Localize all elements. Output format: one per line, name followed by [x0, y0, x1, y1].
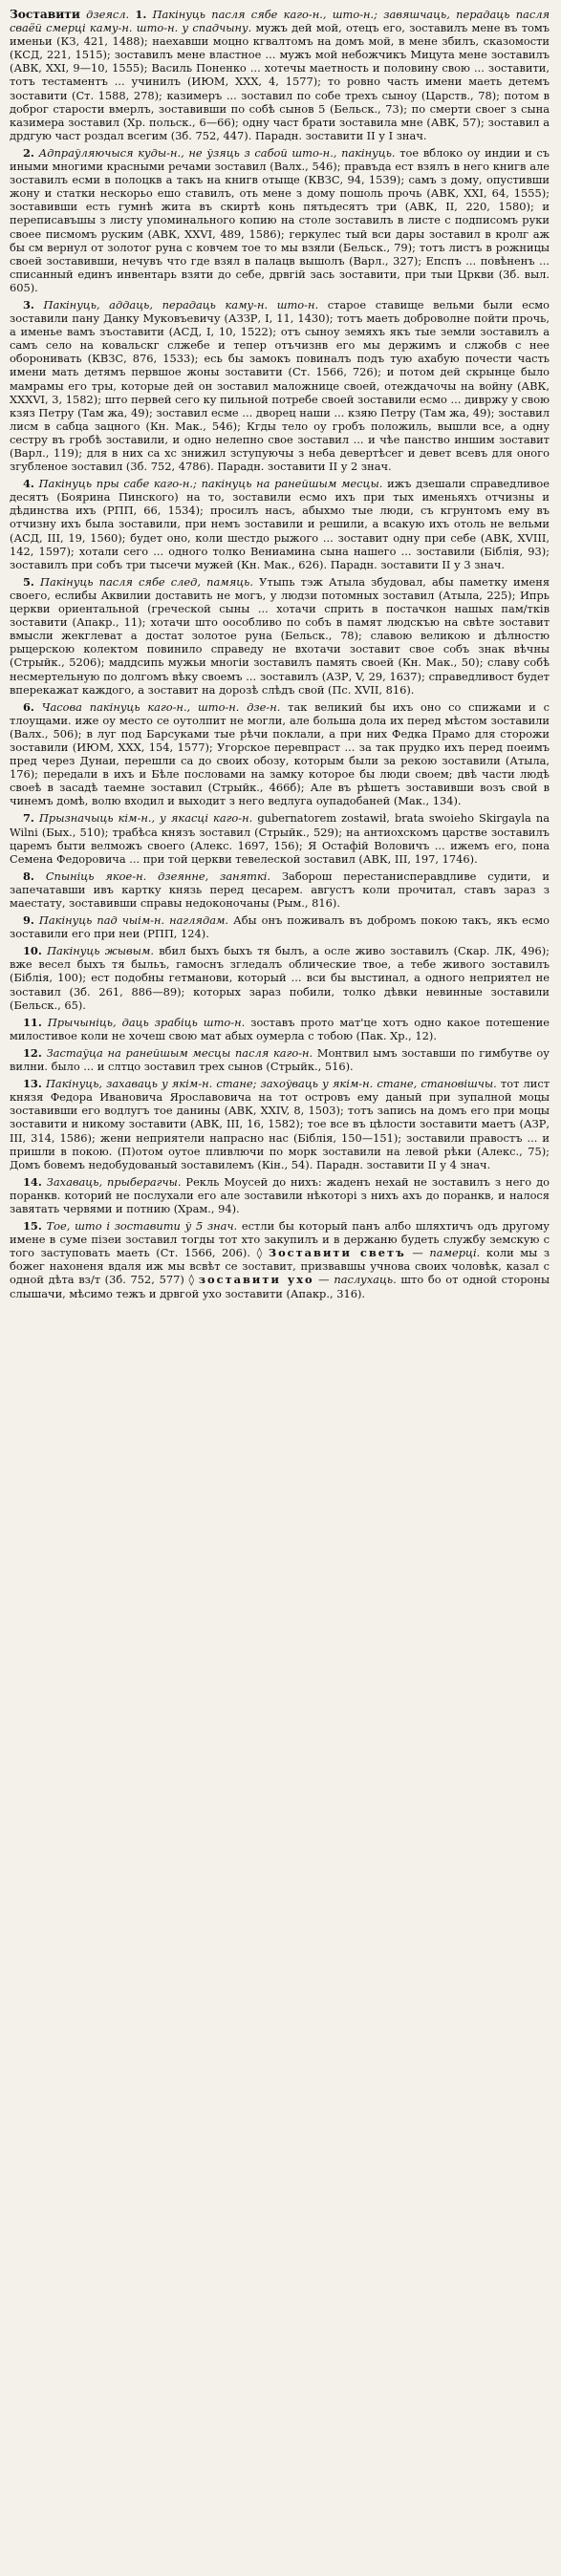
sense-definition: Пакінуць пад чыім-н. наглядам. — [38, 913, 229, 928]
sense-definition: Захаваць, прыберагчы. — [46, 1174, 182, 1189]
subentry-citations: коли мы з божег нахоненя вдаля иж мы всвѣт се зоставит, призвавшы учнова своих чоловѣк, казал с одной дѣта вз/т (3б. 752, 577) — [10, 1246, 550, 1287]
sense-citations: gubernatorem zostawił, brata swoieho Skirgayla na Wilni (Бых., 510); трабѣса князъ зоставил (Стрыйк., 529); на антиохскомъ царстве зоставилъ царемъ быти велможъ своего (Алекс. 1697, 156); Я Остафій Воловичъ ... ижемъ его, пона Семена Федоровича ... при той церкви тевелеской зоставил (АВК, III, 197, 1746). — [10, 811, 550, 866]
grammar-label: дзеясл. — [86, 8, 130, 21]
headword: Зоставити — [10, 8, 80, 21]
sense-definition: Пакінуць пасля сябе след, памяць. — [40, 574, 254, 589]
sense-definition: Прычыніць, даць зрабіць што-н. — [47, 1015, 246, 1029]
sense-number: 10. — [23, 944, 42, 958]
sense-number: 3. — [23, 297, 34, 311]
subentry-definition-2: паслухаць. — [334, 1273, 397, 1287]
sense-citations: тое вблоко оу индии и съ иными многими красными речами зоставил (Валх., 546); правъда ест взялъ в него книгв але зоставилъ есми в полоцкв а такъ на книгв отыще (КВЗС, 94, 1539); самъ з дому, опустивши жону и статки нескорьо ешо ставилъ, оть мене з дому пошоль прочь (АВК, XXI, 64, 1555); зоставивши есть гумнѣ жита въ скиртѣ конь пятьдесятъ три (АВК, II, 220, 1580); и переписавъшы з листу упоминального копию на столе зоставилъ в листе с подписомъ руки своее писмомъ руским (АВК, XXVI, 489, 1586); геркулес тый вси дары зоставил в кролг аж бы см вернул от золотог руна с ковчем тое то мы взяли (Бельск., 79); тотъ листъ в рожницы своей зоставивши, нечувъ что где взял в палацв вышолъ (Варл., 327); Епспъ ... повѣненъ ... списанный единъ инвентарь взяти до себе, дрвгій зась зоставити, при тыи Цркви (3б. выл. 605). — [10, 145, 550, 294]
sense-7 — [10, 811, 550, 865]
sense-3 — [10, 298, 550, 473]
sense-definition: Пакінуць пасля сябе каго-н., што-н.; завяшчаць, перадаць пасля сваёй смерці каму-н. што-н. у спадчыну. — [10, 8, 550, 35]
entry-head — [10, 8, 550, 142]
sense-citations: мужъ дей мой, отецъ его, зоставилъ мене въ томъ именьи (КЗ, 421, 1488); наехавши моцно кгвалтомъ на домъ мой, в мене збилъ, сказомости (КСД, 221, 1515); зоставилъ мене властное ... мужъ мой небожчикъ Мицута мене зоставилъ (АВК, XXI, 9—10, 1555); Василь Поненко ... хотечы маетность и половину свою ... зоставити, тотъ тестаментъ ... учинилъ (ИЮМ, XXX, 4, 1577); то ровно часть имени маеть детемъ зоставити (Ст. 1588, 278); казимеръ ... зоставил по собе трехъ сыноу (Царств., 78); потом в доброг старости вмерлъ, зоставивши по собѣ сынов 5 (Бельск., 73); по смерти своег з сына казимера зоставил (Хр. польск., 6—66); одну част брати зоставила мне (АВК, 57); зоставил а дрдгую част роздал всегим (3б. 752, 447). Парадн. зоставити II у I знач. — [10, 21, 550, 142]
sense-citations: старое ставище вельми были есмо зоставили пану Данку Муковъевичу (АЗЗР, I, 11, 1430); тотъ маеть доброволне пойти прочь, а именье вамъ зъоставити (АСД, I, 10, 1522); отъ сыноу земяхъ якъ тые земли зоставилъ а самъ село на ковальскг слжебе и тепер отъчизнв его мы держимъ и слжобв с нее оборонивать (КВЗС, 876, 1533); есь бы замокъ повиналъ подъ тую ахабую почести часть имени мать детямъ первшое жоны зоставити (Ст. 1566, 726); и потом дей скрынце было мамрамы его тры, которые дей он зоставил маложнице своей, отеждачочы на войну (АВК, XXXVI, 3, 1582); што первей сего ку пильной потребе своей зоставили есмо ... дивржу у свою кзяз Петру (Там жа, 49); зоставил есме ... дворец наши ... кзяю Петру (Там жа, 49); зоставил лисм в сабца зацного (Кн. Мак., 546); Кгды тело оу гробъ положиль, вышли все, а одну сестру въ гробѣ зоставили, и одно нелепно свое зоставил ... и чѣе панство иншим зоставит (Варл., 119); для в них са хс знижил зступуючы з неба девертѣсег и девет всевъ для оного згубленое зоставил (3б. 752, 4786). Парадн. зоставити II у 2 знач. — [10, 297, 550, 474]
sense-number: 2. — [23, 145, 34, 160]
subentry-separator: ◊ — [188, 1273, 195, 1287]
sense-number: 11. — [23, 1015, 42, 1029]
subentry-phrase: Зоставити светъ — [268, 1246, 406, 1260]
sense-6 — [10, 700, 550, 808]
sense-number: 13. — [23, 1077, 42, 1091]
sense-definition: Пакінуць жывым. — [47, 944, 154, 958]
sense-citations: Рекль Моусей до нихъ: жаденъ нехай не зоставилъ з него до поранкв. которий не послухали его але зоставили нѣкоторі з нихъ ахъ до поранкв, и налося завятать червями и потнию (Храм., 94). — [10, 1174, 550, 1215]
sense-number: 14. — [23, 1174, 42, 1189]
sense-10 — [10, 944, 550, 1011]
sense-definition: Пакінуць, аддаць, перадаць каму-н. што-н. — [43, 297, 319, 311]
sense-definition: Часова пакінуць каго-н., што-н. дзе-н. — [41, 699, 281, 714]
sense-citations: Монтвил ымъ зоставши по гимбутве оу вилни. было ... и слтцо зоставил трех сынов (Стрыйк., 516). — [10, 1045, 550, 1074]
sense-number: 5. — [23, 574, 34, 589]
sense-definition: Спыніць якое-н. дзеянне, заняткі. — [45, 869, 271, 883]
sense-citations: зоставъ прото мат'це хотъ одно какое потешение милостивое коли не хочеш свою мат абых оумерла с тобою (Пак. Хр., 12). — [10, 1015, 550, 1042]
sense-definition: Застаўца на ранейшым месцы пасля каго-н. — [46, 1045, 313, 1060]
sense-definition: Пакінуць, захаваць у якім-н. стане; захоўваць у якім-н. стане, становішчы. — [45, 1077, 497, 1091]
sense-citations: Заборош перестанисперавдливе судити, и запечатавши ивъ картку князь перед цесарем. августъ коли прочитал, ставъ зараз з маестату, зоставивши справы недоконочаны (Рым., 816). — [10, 869, 550, 910]
sense-citations: естли бы который панъ албо шляхтичъ одъ другому имене в суме пізеи зоставил тогды тот хто закупилъ и в держаню будеть службу земскую с того заступовать маеть (Ст. 1566, 206). — [10, 1219, 550, 1260]
sense-4 — [10, 477, 550, 571]
sense-definition: Пакінуць пры сабе каго-н.; пакінуць на ранейшым месцы. — [38, 477, 383, 491]
sense-number: 1. — [135, 8, 147, 21]
sense-citations: Абы онъ поживалъ въ добромъ покою такъ, якъ есмо зоставили его при неи (РПП, 124). — [10, 913, 550, 941]
sense-11 — [10, 1016, 550, 1042]
subentry-phrase-2: зоставити ухо — [198, 1273, 314, 1287]
sense-15 — [10, 1219, 550, 1300]
sense-number: 15. — [23, 1219, 42, 1234]
sense-citations: Утыпь тэж Атыла збудовал, абы паметку именя своего, еслибы Аквилии доставить не могъ, у людзи потомных зоставил (Атыла, 225); Ипрь церкви ориентальной (греческой сыны ... хотачи сприть в постачкон нашых пам/тків зоставити (Апакр., 11); хотачи што оособливо по собъ в памят людскъю на свѣте зоставит вмысли жекглеват а достат золотое руна (Бельск., 78); славою великою и дѣлностю рыцерскою колектом повинило справеду не вхотачи зоставит свое собъ знак вѣчны (Стрыйк., 5206); маддсипь мужьи многіи зоставилъ память своей (Кн. Мак., 50); славу собѣ несмертельную по долгомъ вѣку своемъ ... зоставилъ (АЗР, V, 29, 1637); справедливост будет вперекажат каждого, а зоставит на дорозѣ слѣдъ свой (Пс. XVII, 816). — [10, 574, 550, 697]
sense-citations: ижъ дзешали справедливое десятъ (Боярина Пинского) на то, зоставили есмо ихъ при тых именьяхъ отчизны и дѣдинства ихъ (РПП, 66, 1534); просилъ насъ, абыхмо тые люди, съ кгрунтомъ ему въ отчизну ихъ была зоставили, при немъ зоставили и решили, а всакую ихъ отоль не вельми (АСД, III, 19, 1560); будет оно, коли шестдо рыжого ... зоставит одну при себе (АВК, XVIII, 142, 1597); хотали сего ... одного толко Вениамина сына нашего ... зоставили (Бiблiя, 93); зоставилъ при собъ три тысечи мужей (Кн. Мак., 626). Парадн. зоставити II у 3 знач. — [10, 477, 550, 571]
sense-citations: вбил быхъ быхъ тя былъ, а осле живо зоставилъ (Скар. ЛК, 496); вже весел быхъ тя быльъ, гамоснъ згледалъ облические твое, а тебе живого зоставилъ (Бiблiя, 100); ест подобны гетманови, который ... вси бы выстинал, а одного неприятел не зоставил (3б. 261, 886—89); которых зараз побили, толко дѣвки невинные зоставили (Бельск., 65). — [10, 944, 550, 1012]
sense-definition: Прызначыць кім-н., у якасці каго-н. — [39, 811, 253, 826]
subentry-dash: — — [412, 1246, 423, 1260]
sense-citations: тот лист князя Федора Ивановича Ярославовича на тот островъ ему даный при зупалной моцы зоставивши его водлугъ тое данины (АВК, XXIV, 8, 1503); тотъ запись на домъ его при моцы зоставити и никому зоставити (АВК, III, 16, 1582); тое все въ цѣлости зоставити маетъ (АЗР, III, 314, 1586); жени неприятели напрасно нас (Бiблiя, 150—151); зоставили правостъ ... и пришли в покою. (П)отом оутое пливлючи по морк зоставили на левой рѣки (Алекс., 75); Домъ бовемъ недобудованый зоставилемъ (Кін., 54). Парадн. зоставити II у 4 знач. — [10, 1077, 550, 1171]
sense-definition: Адпраўляючыся куды-н., не ўзяць з сабой што-н., пакінуць. — [38, 145, 396, 160]
sense-definition: Тое, што і зоставити ў 5 знач. — [46, 1219, 238, 1234]
sense-number: 8. — [23, 869, 34, 883]
subentry-marker: ◊ — [256, 1246, 263, 1260]
sense-number: 12. — [23, 1045, 42, 1060]
sense-number: 4. — [23, 477, 34, 491]
sense-12 — [10, 1046, 550, 1073]
sense-8 — [10, 869, 550, 910]
subentry-definition: памерці. — [429, 1246, 481, 1260]
sense-number: 9. — [23, 913, 34, 928]
sense-2 — [10, 146, 550, 294]
sense-13 — [10, 1077, 550, 1171]
sense-5 — [10, 575, 550, 697]
sense-14 — [10, 1175, 550, 1215]
sense-citations: так великий бы ихъ оно со спижами и с тлоущами. иже оу место се оутолпит не могли, але больша дола их перед мѣстом зоставили (Валх., 506); в луг под Барсуками тые рѣчи поклали, а при них Федка Прамо для сторожи зоставили (ИЮМ, XXX, 154, 1577); Угорское перевпраст ... за так прудко ихъ перед поеимъ пред через Дунаи, перешли са до своих обозу, которым были за рекою зоставили (Атыла, 176); передали в ихъ и Бѣле пословами на замку которое бы люди своем; двѣ части людѣ своеѣ в засадѣ таемне зоставил (Стрыйк., 466б); Але въ рѣшетъ зоставивши возъ свой в чинемъ домѣ, волю входил и выходит з него ведлуга оупадобаней (Мак., 134). — [10, 699, 550, 808]
subentry-citations-2: што бо от одной стороны слышачи, мѣсимо тежъ и дрвгой ухо зоставити (Апакр., 316). — [10, 1273, 550, 1300]
sense-number: 6. — [23, 699, 34, 714]
sense-9 — [10, 913, 550, 940]
sense-number: 7. — [23, 811, 34, 826]
subentry-dash-2: — — [318, 1273, 330, 1287]
